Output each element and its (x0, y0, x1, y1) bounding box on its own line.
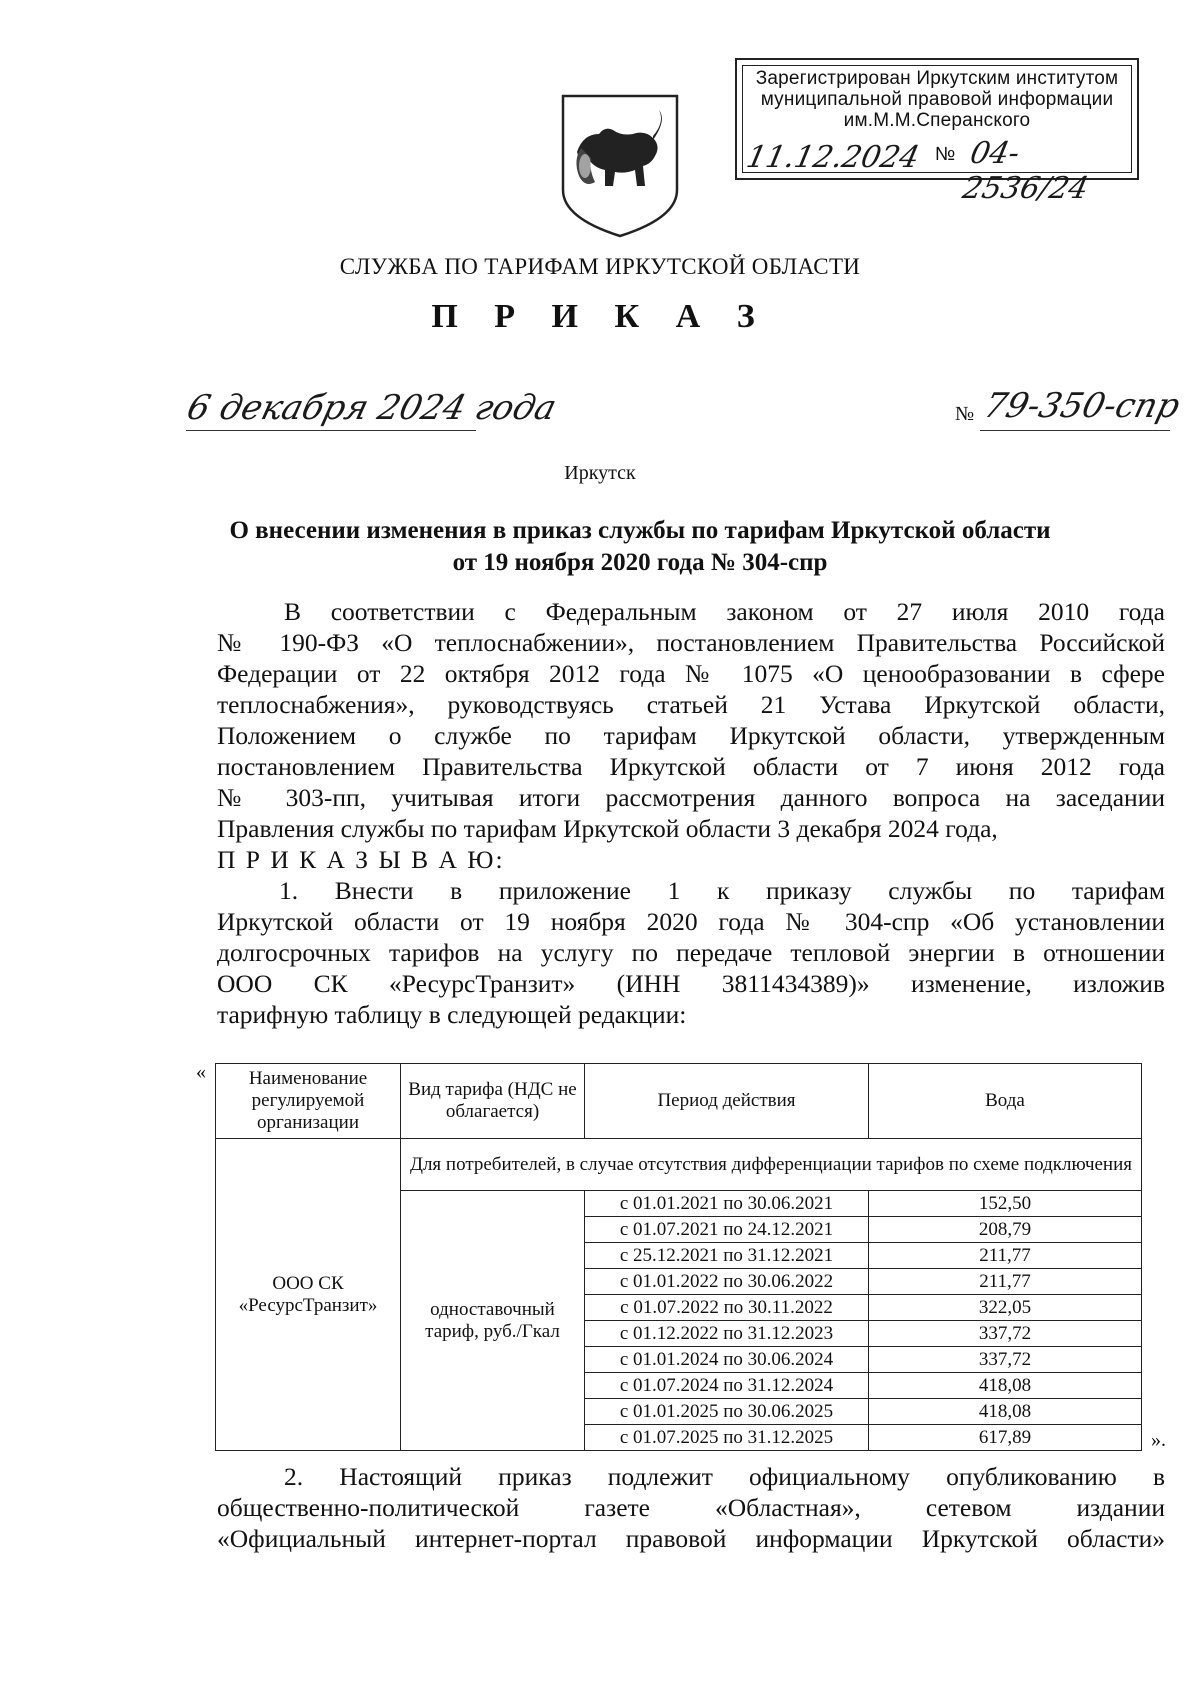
preamble-line: № 190-ФЗ «О теплоснабжении», постановлением Правительства Российской (217, 628, 1165, 657)
header-water: Вода (869, 1064, 1142, 1139)
period-cell: с 01.01.2024 по 30.06.2024 (585, 1347, 869, 1373)
item-1-line: Иркутской области от 19 ноября 2020 года № 304-спр «Об установлении (217, 907, 1165, 936)
period-cell: с 01.07.2022 по 30.11.2022 (585, 1295, 869, 1321)
preamble-line: Положением о службе по тарифам Иркутской области, утвержденным (217, 721, 1165, 750)
coat-of-arms-icon (555, 90, 685, 240)
stamp-number-sign: № (935, 144, 956, 165)
period-cell: с 01.12.2022 по 31.12.2023 (585, 1321, 869, 1347)
item-1-line: долгосрочных тарифов на услугу по передаче тепловой энергии в отношении (217, 938, 1165, 967)
item-1-line: 1. Внести в приложение 1 к приказу службы по тарифам (279, 876, 1165, 905)
value-cell: 211,77 (869, 1269, 1142, 1295)
item-1-line: ООО СК «РесурсТранзит» (ИНН 3811434389)» изменение, изложив (217, 969, 1165, 998)
order-number-sign: № (955, 403, 975, 425)
item-2 (217, 1461, 1165, 1554)
period-cell: с 01.01.2021 по 30.06.2021 (585, 1191, 869, 1217)
value-cell: 337,72 (869, 1321, 1142, 1347)
preamble-line: постановлением Правительства Иркутской области от 7 июня 2012 года (217, 752, 1165, 781)
value-cell: 617,89 (869, 1425, 1142, 1451)
period-cell: с 25.12.2021 по 31.12.2021 (585, 1243, 869, 1269)
item-1-line: тарифную таблицу в следующей редакции: (217, 1000, 687, 1029)
consumer-group-cell: Для потребителей, в случае отсутствия дифференциации тарифов по схеме подключения (401, 1139, 1142, 1191)
value-cell: 208,79 (869, 1217, 1142, 1243)
order-number-underline (980, 430, 1170, 431)
period-cell: с 01.07.2025 по 31.12.2025 (585, 1425, 869, 1451)
stamp-line-1: Зарегистрирован Иркутским институтом (755, 68, 1119, 89)
header-tariff-type: Вид тарифа (НДС не облагается) (401, 1064, 585, 1139)
document-subject (200, 515, 1080, 579)
tariff-type-cell: одноставочный тариф, руб./Гкал (401, 1191, 585, 1451)
order-word: П Р И К А З Ы В А Ю: (217, 845, 505, 874)
registration-stamp (735, 58, 1139, 206)
document-title: П Р И К А З (431, 298, 769, 335)
subject-line-2: от 19 ноября 2020 года № 304-спр (452, 549, 828, 576)
table-quote-open: « (196, 1061, 206, 1083)
preamble-line: № 303-пп, учитывая итоги рассмотрения данного вопроса на заседании (217, 783, 1165, 812)
preamble-line: В соответствии с Федеральным законом от 27 июля 2010 года (284, 597, 1165, 626)
preamble (217, 596, 1165, 875)
value-cell: 152,50 (869, 1191, 1142, 1217)
preamble-line: Правления службы по тарифам Иркутской области 3 декабря 2024 года, (217, 814, 998, 843)
tariff-table (215, 1063, 1142, 1451)
value-cell: 211,77 (869, 1243, 1142, 1269)
table-header-row (216, 1064, 1142, 1139)
stamp-date: 11.12.2024 (743, 140, 923, 175)
table-quote-close: ». (1151, 1429, 1166, 1451)
preamble-line: Федерации от 22 октября 2012 года № 1075 «О ценообразовании в сфере (217, 659, 1165, 688)
subject-line-1: О внесении изменения в приказ службы по тарифам Иркутской области (229, 517, 1051, 544)
value-cell: 418,08 (869, 1373, 1142, 1399)
value-cell: 418,08 (869, 1399, 1142, 1425)
preamble-line: теплоснабжения», руководствуясь статьей 21 Устава Иркутской области, (217, 690, 1165, 719)
value-cell: 322,05 (869, 1295, 1142, 1321)
item-1 (217, 875, 1165, 1030)
header-period: Период действия (585, 1064, 869, 1139)
order-number: 79-350-спр (980, 386, 1184, 426)
period-cell: с 01.01.2025 по 30.06.2025 (585, 1399, 869, 1425)
stamp-number: 04-2536/24 (959, 136, 1092, 206)
item-2-line: общественно-политической газете «Областная», сетевом издании (217, 1493, 1165, 1522)
order-date: 6 декабря 2024 года (183, 388, 561, 428)
city: Иркутск (564, 462, 636, 484)
period-cell: с 01.07.2024 по 31.12.2024 (585, 1373, 869, 1399)
item-2-line: «Официальный интернет-портал правовой информации Иркутской области» (217, 1524, 1165, 1553)
header-organization: Наименование регулируемой организации (216, 1064, 401, 1139)
period-cell: с 01.07.2021 по 24.12.2021 (585, 1217, 869, 1243)
organization-cell: ООО СК «РесурсТранзит» (216, 1139, 401, 1451)
stamp-line-3: им.М.М.Сперанского (843, 110, 1031, 131)
item-2-line: 2. Настоящий приказ подлежит официальному опубликованию в (284, 1462, 1165, 1491)
value-cell: 337,72 (869, 1347, 1142, 1373)
stamp-line-2: муниципальной правовой информации (760, 89, 1114, 110)
service-name: СЛУЖБА ПО ТАРИФАМ ИРКУТСКОЙ ОБЛАСТИ (339, 254, 861, 279)
order-date-underline (186, 430, 476, 431)
period-cell: с 01.01.2022 по 30.06.2022 (585, 1269, 869, 1295)
table-row (216, 1139, 1142, 1191)
